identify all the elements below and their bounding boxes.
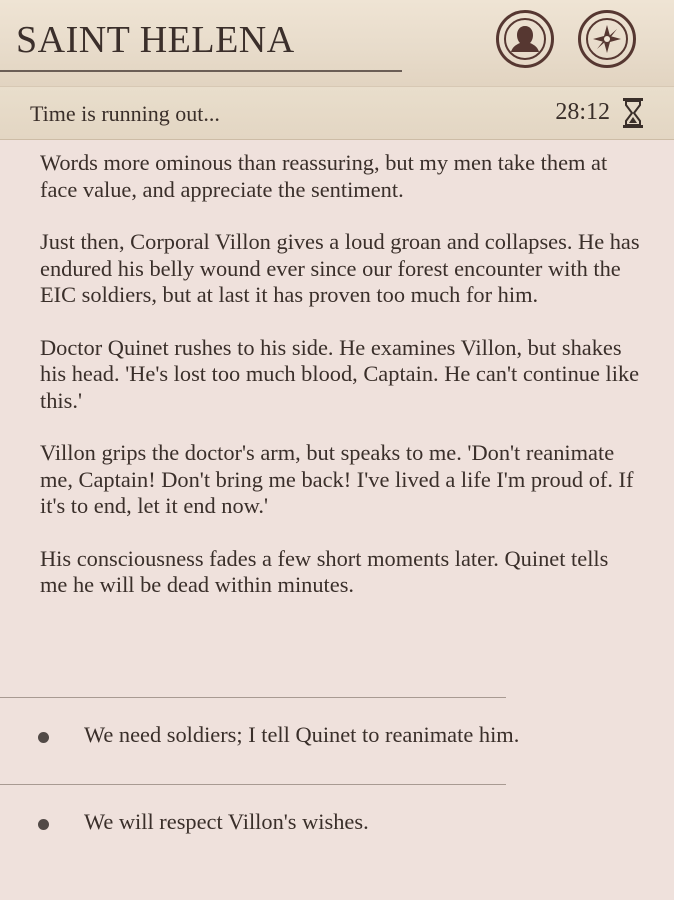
timer-value: 28:12 [555, 99, 610, 125]
profile-icon [503, 17, 547, 61]
story-paragraph: His consciousness fades a few short moments later. Quinet tells me he will be dead within minutes. [40, 545, 609, 597]
app-title: SAINT HELENA [16, 19, 295, 61]
choice-divider [0, 697, 506, 698]
story-paragraph: Words more ominous than reassuring, but my men take them at face value, and appreciate the sentiment. [40, 150, 608, 202]
bullet-icon [38, 732, 49, 743]
header-bar [0, 0, 674, 86]
story-paragraph: Just then, Corporal Villon gives a loud groan and collapses. He has endured his belly wound ever since our forest encounter with the EIC soldiers, but at last it has proven too much for him. [40, 229, 640, 307]
story-paragraph: Doctor Quinet rushes to his side. He examines Villon, but shakes his head. 'He's lost too much blood, Captain. He can't continue like this.' [40, 334, 640, 413]
map-compass-icon [585, 17, 629, 61]
title-underline [0, 70, 402, 72]
map-button[interactable] [578, 10, 636, 68]
profile-button[interactable] [496, 10, 554, 68]
story-text [40, 150, 640, 625]
timer-bar [0, 86, 674, 140]
choice-divider [0, 784, 506, 785]
choice-label: We will respect Villon's wishes. [84, 809, 369, 834]
choice-reanimate[interactable] [0, 708, 674, 768]
timer-message: Time is running out... [30, 101, 220, 126]
choice-label: We need soldiers; I tell Quinet to reanimate him. [84, 722, 520, 747]
story-paragraph: Villon grips the doctor's arm, but speaks to me. 'Don't reanimate me, Captain! Don't bring me back! I've lived a life I'm proud of. If it's to end, let it end now.' [40, 440, 634, 518]
hourglass-icon [622, 97, 644, 129]
bullet-icon [38, 819, 49, 830]
choice-respect-wishes[interactable] [0, 795, 674, 855]
